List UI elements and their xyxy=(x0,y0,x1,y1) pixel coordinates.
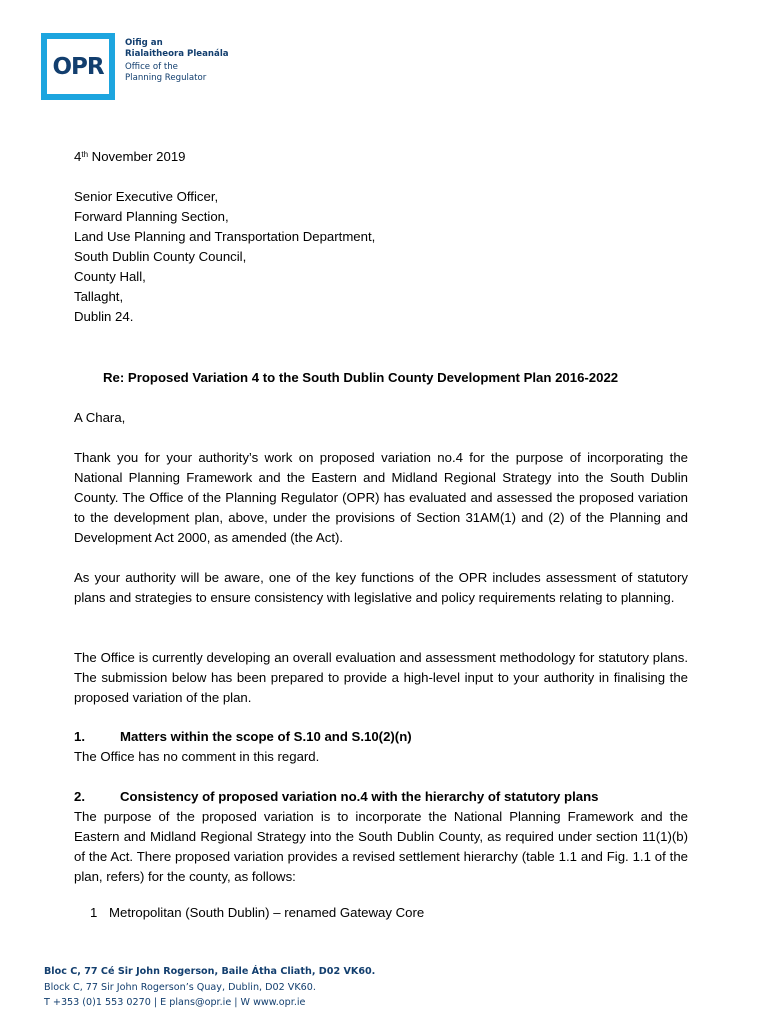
section-heading: 2. Consistency of proposed variation no.4 with the hierarchy of statutory plans xyxy=(74,789,599,804)
paragraph-functions: As your authority will be aware, one of the key functions of the OPR includes assessment of statutory plans and strategies to ensure consistency with legislative and policy requirements relating to planning. xyxy=(74,570,688,605)
section-body: The purpose of the proposed variation is to incorporate the National Planning Framework and the Eastern and Midland Regional Strategy into the South Dublin County, as required under section 11(1)(b) of the Act. There proposed variation provides a revised settlement hierarchy (table 1.1 and Fig. 1.1 of the plan, refers) for the county, as follows: xyxy=(74,809,688,884)
logo-line: Planning Regulator xyxy=(125,73,207,83)
logo-line: Oifig an xyxy=(125,38,163,48)
subject-line: Re: Proposed Variation 4 to the South Dublin County Development Plan 2016-2022 xyxy=(103,370,619,385)
logo-wordmark xyxy=(125,38,229,84)
footer xyxy=(44,964,375,1011)
paragraph-intro: Thank you for your authority’s work on proposed variation no.4 for the purpose of incorporating the National Planning Framework and the Eastern and Midland Regional Strategy into the South Dublin County. The Office of the Planning Regulator (OPR) has evaluated and assessed the proposed variation to the development plan, above, under the provisions of Section 31AM(1) and (2) of the Planning and Development Act 2000, as amended (the Act). xyxy=(74,450,688,545)
footer-irish-address: Bloc C, 77 Cé Sir John Rogerson, Baile Átha Cliath, D02 VK60. xyxy=(44,966,376,977)
list-item: 1 Metropolitan (South Dublin) – renamed Gateway Core xyxy=(90,905,425,920)
address-line: Senior Executive Officer, xyxy=(74,189,219,204)
logo-line: Rialaitheora Pleanála xyxy=(125,49,229,59)
letter-date: 4th November 2019 xyxy=(74,149,186,164)
footer-contact: T +353 (0)1 553 0270 | E plans@opr.ie | W www.opr.ie xyxy=(44,997,306,1008)
address-line: South Dublin County Council, xyxy=(74,249,247,264)
address-line: Forward Planning Section, xyxy=(74,209,229,224)
recipient-address xyxy=(74,187,375,327)
address-line: County Hall, xyxy=(74,269,146,284)
logo-mark: OPR xyxy=(52,53,104,80)
opr-logo xyxy=(41,33,115,100)
footer-english-address: Block C, 77 Sir John Rogerson’s Quay, Dublin, D02 VK60. xyxy=(44,981,316,993)
section-body: The Office has no comment in this regard. xyxy=(74,749,320,764)
section-heading: 1. Matters within the scope of S.10 and S.10(2)(n) xyxy=(74,729,412,744)
address-line: Dublin 24. xyxy=(74,309,134,324)
salutation: A Chara, xyxy=(74,410,126,425)
address-line: Tallaght, xyxy=(74,289,124,304)
logo-line: Office of the xyxy=(125,62,178,72)
address-line: Land Use Planning and Transportation Department, xyxy=(74,229,376,244)
paragraph-methodology: The Office is currently developing an overall evaluation and assessment methodology for statutory plans. The submission below has been prepared to provide a high-level input to your authority in finalising the proposed variation of the plan. xyxy=(74,650,688,705)
